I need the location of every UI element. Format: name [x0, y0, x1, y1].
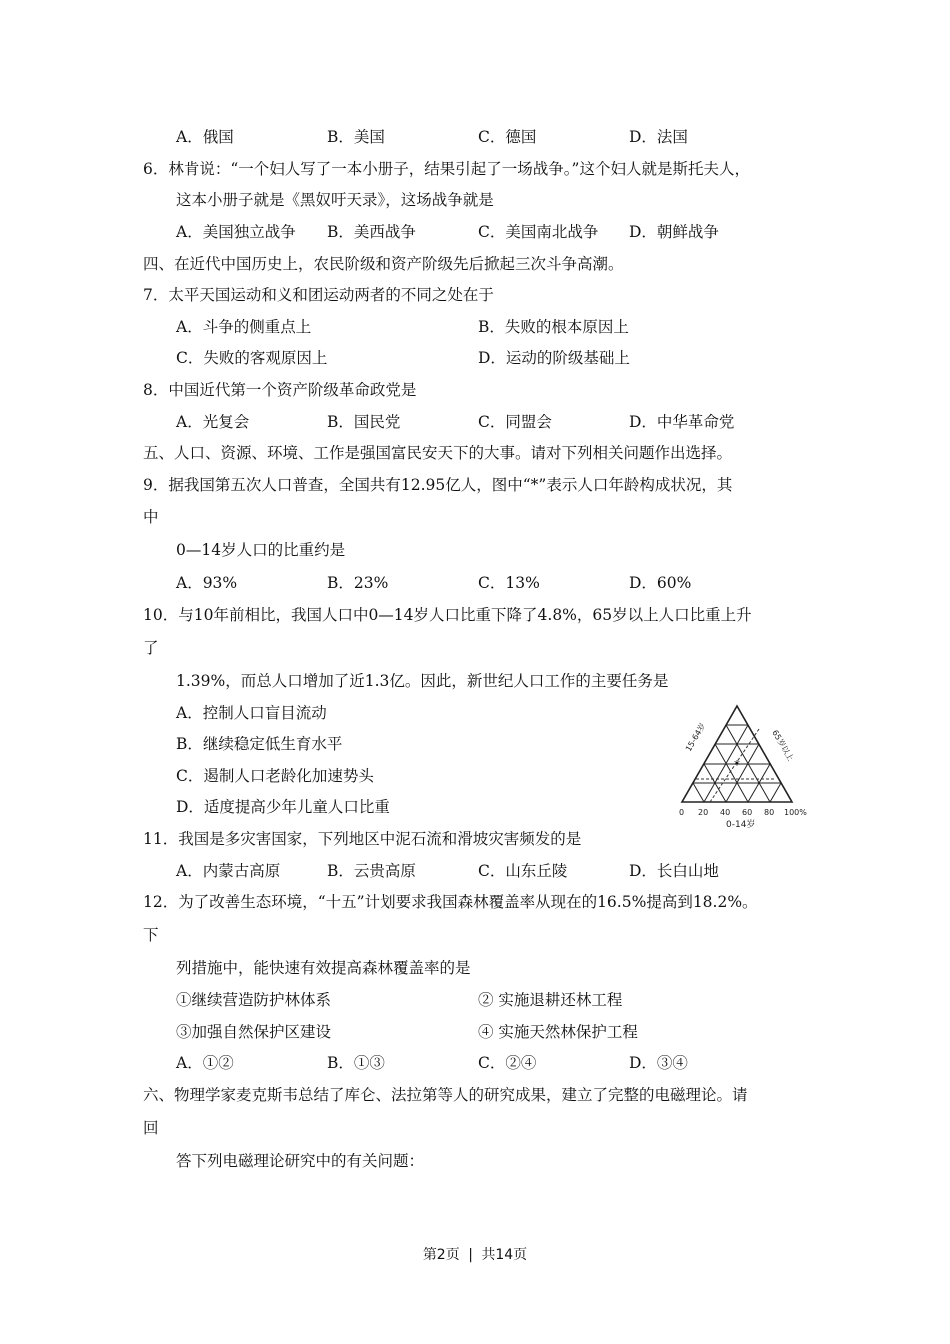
left-axis-label: 15-64岁 [683, 721, 708, 753]
q10-option-a: A．控制人口盲目流动 [176, 704, 327, 722]
tick-label-80: 80 [764, 808, 775, 817]
total-pages: 共14页 [481, 1247, 528, 1263]
q12-item-3: ③加强自然保护区建设 [176, 1023, 332, 1041]
q9-option-b: B．23% [327, 574, 389, 592]
population-marker-star: * [734, 758, 740, 772]
section-6-line1: 六、物理学家麦克斯韦总结了库仑、法拉第等人的研究成果，建立了完整的电磁理论。请 [143, 1086, 748, 1104]
q12-item-4: ④ 实施天然林保护工程 [478, 1023, 638, 1041]
right-axis-label: 65岁以上 [770, 728, 796, 763]
q8-option-b: B．国民党 [327, 413, 401, 431]
q12-option-a: A．①② [176, 1054, 234, 1072]
q6-option-a: A．美国独立战争 [176, 223, 296, 241]
q9-option-c: C．13% [478, 574, 540, 592]
axis-label-0-14: 0-14岁 [726, 820, 756, 830]
q8-option-a: A．光复会 [176, 413, 250, 431]
tick-label-60: 60 [742, 808, 753, 817]
q6-stem-line2: 这本小册子就是《黑奴吁天录》，这场战争就是 [176, 191, 494, 209]
q9-stem-line3: 0—14岁人口的比重约是 [176, 541, 346, 559]
section-5-heading: 五、人口、资源、环境、工作是强国富民安天下的大事。请对下列相关问题作出选择。 [143, 444, 733, 462]
q10-option-c: C．遏制人口老龄化加速势头 [176, 767, 374, 785]
tick-label-0: 0 [679, 808, 685, 817]
q12-option-d: D．③④ [629, 1054, 688, 1072]
q5-option-c: C．德国 [478, 128, 537, 146]
q6-option-b: B．美西战争 [327, 223, 416, 241]
q5-option-a: A．俄国 [176, 128, 234, 146]
q11-option-a: A．内蒙古高原 [176, 862, 281, 880]
q7-option-d: D．运动的阶级基础上 [478, 349, 630, 367]
q5-option-b: B．美国 [327, 128, 385, 146]
population-ternary-figure [648, 684, 820, 832]
q7-option-a: A．斗争的侧重点上 [176, 318, 312, 336]
q9-option-a: A．93% [176, 574, 238, 592]
q6-option-c: C．美国南北战争 [478, 223, 599, 241]
q11-option-c: C．山东丘陵 [478, 862, 568, 880]
q12-stem-line3: 列措施中，能快速有效提高森林覆盖率的是 [176, 959, 471, 977]
q8-stem: 8．中国近代第一个资产阶级革命政党是 [143, 381, 417, 399]
tick-label-100: 100% [784, 808, 807, 817]
q12-stem-line2: 下 [143, 926, 159, 944]
page-number: 第2页 [422, 1247, 460, 1263]
q10-stem-line2: 了 [143, 639, 159, 657]
page-footer [0, 1244, 950, 1264]
section-4-heading: 四、在近代中国历史上，农民阶级和资产阶级先后掀起三次斗争高潮。 [143, 255, 624, 273]
grid-line-r4 [770, 783, 781, 802]
q7-option-b: B．失败的根本原因上 [478, 318, 629, 336]
q10-stem-line1: 10．与10年前相比，我国人口中0—14岁人口比重下降了4.8%，65岁以上人口比重上升 [143, 606, 752, 624]
q6-option-d: D．朝鲜战争 [629, 223, 719, 241]
q11-stem: 11．我国是多灾害国家，下列地区中泥石流和滑坡灾害频发的是 [143, 830, 582, 848]
q12-stem-line1: 12．为了改善生态环境，“十五”计划要求我国森林覆盖率从现在的16.5%提高到18.2%。 [143, 893, 758, 911]
triangle-outline [682, 706, 792, 802]
section-6-line2: 回 [143, 1119, 159, 1137]
tick-label-20: 20 [698, 808, 709, 817]
section-6-line3: 答下列电磁理论研究中的有关问题： [176, 1152, 425, 1170]
q7-option-c: C．失败的客观原因上 [176, 349, 328, 367]
footer-separator: | [468, 1247, 473, 1263]
q9-stem-line1: 9．据我国第五次人口普查，全国共有12.95亿人，图中“*”表示人口年龄构成状况，其 [143, 476, 733, 494]
q8-option-c: C．同盟会 [478, 413, 552, 431]
q10-option-b: B．继续稳定低生育水平 [176, 735, 343, 753]
q12-item-1: ①继续营造防护林体系 [176, 991, 332, 1009]
q12-item-2: ② 实施退耕还林工程 [478, 991, 623, 1009]
tick-label-40: 40 [720, 808, 731, 817]
q7-stem: 7．太平天国运动和义和团运动两者的不同之处在于 [143, 286, 494, 304]
q10-option-d: D．适度提高少年儿童人口比重 [176, 798, 390, 816]
q10-stem-line3: 1.39%，而总人口增加了近1.3亿。因此，新世纪人口工作的主要任务是 [176, 672, 669, 690]
q12-option-c: C．②④ [478, 1054, 537, 1072]
q11-option-b: B．云贵高原 [327, 862, 416, 880]
grid-line-l4 [693, 783, 704, 802]
q9-option-d: D．60% [629, 574, 692, 592]
q5-option-d: D．法国 [629, 128, 688, 146]
q9-stem-line2: 中 [143, 508, 159, 526]
q8-option-d: D．中华革命党 [629, 413, 735, 431]
q11-option-d: D．长白山地 [629, 862, 719, 880]
q12-option-b: B．①③ [327, 1054, 385, 1072]
q6-stem-line1: 6．林肯说：“一个妇人写了一本小册子，结果引起了一场战争。”这个妇人就是斯托夫人， [143, 160, 750, 178]
